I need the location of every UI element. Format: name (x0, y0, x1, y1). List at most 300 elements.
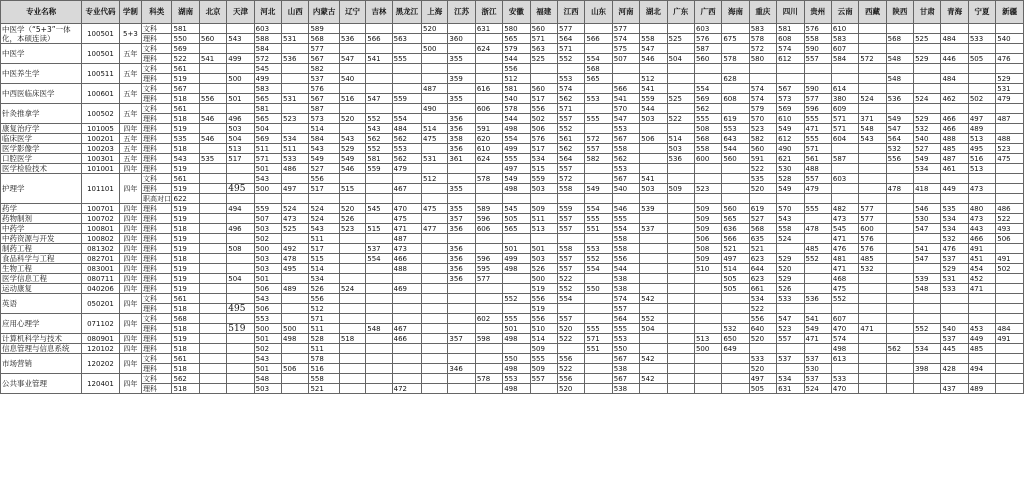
score-cell (282, 24, 309, 34)
score-cell (282, 84, 309, 94)
score-cell: 502 (254, 234, 281, 244)
score-cell (859, 174, 886, 184)
subject-type-cell: 理科 (142, 344, 172, 354)
score-cell: 583 (749, 24, 776, 34)
score-cell: 489 (282, 284, 309, 294)
duration-cell: 四年 (119, 224, 141, 234)
table-row (1, 124, 1024, 134)
score-cell (227, 174, 254, 184)
table-row (1, 24, 1024, 34)
column-header: 浙江 (475, 1, 502, 24)
score-cell (366, 194, 392, 204)
score-cell: 480 (968, 204, 995, 214)
score-cell: 472 (392, 384, 421, 394)
score-cell (585, 194, 612, 204)
table-row (1, 104, 1024, 114)
score-cell: 522 (172, 54, 199, 64)
score-cell: 550 (612, 344, 639, 354)
subject-type-cell: 理科 (142, 34, 172, 44)
score-cell (612, 194, 639, 204)
score-cell (859, 44, 886, 54)
score-cell: 356 (448, 274, 475, 284)
score-cell: 549 (339, 154, 365, 164)
score-cell (777, 344, 804, 354)
score-cell: 509 (667, 184, 694, 194)
score-cell: 355 (448, 184, 475, 194)
duration-cell: 四年 (119, 234, 141, 244)
score-cell (422, 274, 448, 284)
score-cell: 509 (694, 214, 721, 224)
score-cell (392, 104, 421, 114)
score-cell (475, 194, 502, 204)
score-cell: 551 (585, 344, 612, 354)
score-cell (585, 84, 612, 94)
score-cell (667, 164, 694, 174)
major-name-cell: 康复治疗学 (1, 124, 82, 134)
score-cell: 538 (612, 384, 639, 394)
score-cell: 526 (777, 284, 804, 294)
score-cell: 515 (530, 164, 557, 174)
major-name-cell: 中医养生学 (1, 64, 82, 84)
score-cell (694, 304, 721, 314)
score-cell (199, 64, 226, 74)
score-cell (667, 194, 694, 204)
score-cell (475, 294, 502, 304)
score-cell: 556 (530, 314, 557, 324)
duration-cell: 四年 (119, 314, 141, 334)
score-cell: 514 (422, 124, 448, 134)
score-cell: 398 (914, 364, 941, 374)
score-cell: 623 (749, 274, 776, 284)
score-cell: 466 (392, 254, 421, 264)
score-cell: 486 (996, 204, 1024, 214)
subject-type-cell: 文科 (142, 354, 172, 364)
score-cell (777, 64, 804, 74)
score-cell (339, 374, 365, 384)
score-cell: 566 (585, 34, 612, 44)
score-cell: 567 (777, 84, 804, 94)
major-code-cell: 100501 (82, 24, 120, 44)
score-cell (530, 384, 557, 394)
score-cell: 503 (254, 224, 281, 234)
score-cell: 478 (282, 254, 309, 264)
score-cell (804, 194, 831, 204)
column-header: 河南 (612, 1, 639, 24)
score-cell: 552 (585, 254, 612, 264)
score-cell (227, 194, 254, 204)
score-cell (339, 44, 365, 54)
duration-cell: 四年 (119, 284, 141, 294)
score-cell: 516 (339, 94, 365, 104)
score-cell: 428 (941, 364, 968, 374)
score-cell: 552 (640, 314, 667, 324)
score-cell: 564 (557, 34, 584, 44)
score-cell (392, 364, 421, 374)
score-cell: 547 (914, 224, 941, 234)
score-cell: 564 (557, 154, 584, 164)
subject-type-cell: 文科 (142, 104, 172, 114)
score-cell: 574 (612, 294, 639, 304)
major-code-cell: 080711 (82, 274, 120, 284)
score-cell: 565 (722, 214, 749, 224)
score-cell: 517 (309, 244, 339, 254)
major-name-cell: 信息管理与信息系统 (1, 344, 82, 354)
score-cell (996, 374, 1024, 384)
score-cell (968, 174, 995, 184)
score-cell (422, 264, 448, 274)
score-cell: 356 (448, 264, 475, 274)
table-row (1, 184, 1024, 194)
score-cell: 589 (309, 24, 339, 34)
score-cell: 524 (282, 204, 309, 214)
score-cell: 518 (172, 344, 199, 354)
score-cell (585, 314, 612, 324)
score-cell: 512 (640, 74, 667, 84)
score-cell: 571 (530, 34, 557, 44)
score-cell (886, 44, 913, 54)
score-cell (941, 44, 968, 54)
score-cell: 557 (804, 54, 831, 64)
score-cell (694, 174, 721, 184)
score-cell (722, 64, 749, 74)
score-cell: 591 (749, 154, 776, 164)
score-cell: 522 (557, 274, 584, 284)
score-cell: 497 (503, 164, 530, 174)
score-cell (996, 244, 1024, 254)
score-cell: 555 (612, 324, 639, 334)
score-cell: 571 (557, 44, 584, 54)
score-cell (227, 234, 254, 244)
score-cell: 552 (366, 144, 392, 154)
score-cell: 518 (172, 144, 199, 154)
subject-type-cell: 理科 (142, 254, 172, 264)
score-cell: 553 (557, 74, 584, 84)
score-cell (422, 334, 448, 344)
score-cell: 504 (640, 324, 667, 334)
score-cell: 473 (282, 214, 309, 224)
score-cell (640, 154, 667, 164)
score-cell: 555 (503, 314, 530, 324)
score-cell (475, 234, 502, 244)
score-cell (339, 304, 365, 314)
score-cell (777, 74, 804, 84)
score-cell: 549 (777, 184, 804, 194)
score-cell: 519 (172, 74, 199, 84)
score-cell (941, 24, 968, 34)
score-cell (585, 364, 612, 374)
score-cell: 518 (172, 324, 199, 334)
score-cell: 529 (339, 144, 365, 154)
score-cell: 498 (503, 184, 530, 194)
score-cell: 512 (503, 74, 530, 84)
score-cell (859, 274, 886, 284)
score-cell (557, 64, 584, 74)
subject-type-cell: 理科 (142, 324, 172, 334)
score-cell (722, 374, 749, 384)
column-header: 天津 (227, 1, 254, 24)
score-cell: 555 (585, 324, 612, 334)
score-cell: 577 (859, 214, 886, 224)
major-code-cell: 050201 (82, 294, 120, 314)
major-name-cell: 英语 (1, 294, 82, 314)
score-cell (448, 64, 475, 74)
score-cell (227, 264, 254, 274)
score-cell (914, 304, 941, 314)
major-name-cell: 针灸推拿学 (1, 104, 82, 124)
score-cell: 573 (309, 114, 339, 124)
score-cell (667, 84, 694, 94)
score-cell (448, 314, 475, 324)
score-cell (667, 204, 694, 214)
subject-type-cell: 理科 (142, 164, 172, 174)
score-cell: 543 (777, 214, 804, 224)
score-cell (448, 374, 475, 384)
duration-cell: 四年 (119, 264, 141, 274)
score-cell (831, 194, 858, 204)
score-cell: 564 (612, 314, 639, 324)
table-row (1, 64, 1024, 74)
score-cell: 509 (694, 224, 721, 234)
table-row (1, 94, 1024, 104)
score-cell: 471 (968, 284, 995, 294)
score-cell: 451 (968, 254, 995, 264)
score-cell: 529 (914, 114, 941, 124)
score-cell: 560 (530, 24, 557, 34)
score-cell (475, 304, 502, 314)
score-cell (886, 304, 913, 314)
major-code-cell: 100511 (82, 64, 120, 84)
score-cell: 552 (366, 114, 392, 124)
score-cell (282, 354, 309, 364)
score-cell (199, 174, 226, 184)
score-cell: 542 (640, 354, 667, 364)
score-cell (422, 314, 448, 324)
score-cell (422, 374, 448, 384)
score-cell (585, 124, 612, 134)
score-cell (886, 84, 913, 94)
score-cell: 565 (503, 224, 530, 234)
score-cell: 565 (503, 34, 530, 44)
major-code-cell: 120202 (82, 354, 120, 374)
score-cell: 479 (392, 164, 421, 174)
score-cell (422, 164, 448, 174)
score-cell (227, 364, 254, 374)
score-cell: 485 (859, 254, 886, 264)
score-cell: 506 (694, 234, 721, 244)
major-name-cell: 临床医学 (1, 134, 82, 144)
score-cell: 558 (612, 244, 639, 254)
score-cell: 554 (503, 134, 530, 144)
duration-cell: 四年 (119, 254, 141, 264)
score-cell: 499 (254, 74, 281, 84)
score-cell (886, 104, 913, 114)
score-cell (282, 234, 309, 244)
score-cell (199, 314, 226, 324)
column-header: 云南 (831, 1, 858, 24)
score-cell: 503 (640, 114, 667, 124)
score-cell: 478 (886, 184, 913, 194)
score-cell (722, 354, 749, 364)
score-cell: 545 (366, 204, 392, 214)
table-body (1, 24, 1024, 394)
score-cell: 505 (503, 214, 530, 224)
score-cell: 498 (503, 334, 530, 344)
score-cell: 562 (392, 154, 421, 164)
score-cell (585, 304, 612, 314)
score-cell: 609 (831, 104, 858, 114)
score-cell: 525 (914, 34, 941, 44)
score-cell (941, 84, 968, 94)
score-cell (475, 64, 502, 74)
score-cell: 503 (254, 384, 281, 394)
score-cell (859, 384, 886, 394)
score-cell: 543 (309, 224, 339, 234)
score-cell: 555 (503, 154, 530, 164)
score-cell (339, 314, 365, 324)
column-header: 专业代码 (82, 1, 120, 24)
score-cell (199, 384, 226, 394)
score-cell (640, 364, 667, 374)
score-cell: 566 (366, 34, 392, 44)
score-cell (448, 294, 475, 304)
score-cell (914, 374, 941, 384)
score-cell (886, 324, 913, 334)
score-cell: 582 (309, 64, 339, 74)
score-cell: 557 (557, 224, 584, 234)
score-cell (339, 64, 365, 74)
score-cell: 541 (804, 314, 831, 324)
score-cell: 574 (777, 44, 804, 54)
score-cell: 571 (804, 144, 831, 154)
score-cell: 576 (859, 234, 886, 244)
score-cell: 521 (722, 244, 749, 254)
table-row (1, 344, 1024, 354)
score-cell: 519 (172, 124, 199, 134)
column-header: 江西 (557, 1, 584, 24)
score-cell (448, 234, 475, 244)
score-cell (392, 174, 421, 184)
score-cell (475, 324, 502, 334)
score-cell: 557 (557, 264, 584, 274)
score-cell: 547 (339, 54, 365, 64)
score-cell (392, 374, 421, 384)
score-cell (585, 24, 612, 34)
score-cell: 549 (309, 154, 339, 164)
score-cell (339, 354, 365, 364)
score-cell (612, 64, 639, 74)
score-cell (914, 174, 941, 184)
score-cell (694, 194, 721, 204)
score-cell: 534 (309, 274, 339, 284)
score-cell: 554 (557, 294, 584, 304)
score-cell (199, 284, 226, 294)
score-cell (503, 194, 530, 204)
score-cell (339, 194, 365, 204)
score-cell (227, 44, 254, 54)
score-cell: 535 (749, 174, 776, 184)
score-cell (227, 334, 254, 344)
score-cell: 505 (749, 384, 776, 394)
score-cell (667, 364, 694, 374)
score-cell (366, 264, 392, 274)
score-cell: 546 (199, 114, 226, 124)
major-code-cell: 081302 (82, 244, 120, 254)
score-cell: 557 (585, 144, 612, 154)
score-cell: 443 (968, 224, 995, 234)
score-cell (640, 214, 667, 224)
score-cell: 498 (503, 384, 530, 394)
score-cell (585, 104, 612, 114)
score-cell: 623 (749, 254, 776, 264)
major-name-cell: 医学信息工程 (1, 274, 82, 284)
score-cell: 501 (254, 364, 281, 374)
score-cell: 486 (282, 164, 309, 174)
score-cell: 524 (309, 214, 339, 224)
score-cell (199, 104, 226, 114)
major-code-cell: 100601 (82, 84, 120, 104)
score-cell (640, 144, 667, 154)
score-cell: 661 (749, 284, 776, 294)
major-name-cell: 应用心理学 (1, 314, 82, 334)
score-cell: 466 (941, 114, 968, 124)
score-cell: 558 (612, 234, 639, 244)
major-name-cell: 医学检验技术 (1, 164, 82, 174)
score-cell (199, 24, 226, 34)
score-cell (199, 84, 226, 94)
score-cell: 584 (309, 134, 339, 144)
score-cell (448, 84, 475, 94)
score-cell: 522 (557, 364, 584, 374)
score-cell: 558 (557, 184, 584, 194)
score-cell: 360 (448, 34, 475, 44)
score-cell: 548 (886, 74, 913, 84)
major-code-cell: 080901 (82, 334, 120, 344)
score-cell (777, 364, 804, 374)
score-cell: 519 (172, 264, 199, 274)
score-cell (749, 64, 776, 74)
score-cell (640, 244, 667, 254)
score-cell: 564 (886, 134, 913, 144)
score-cell: 538 (612, 274, 639, 284)
score-cell: 540 (996, 34, 1024, 44)
score-cell (422, 324, 448, 334)
score-cell: 577 (475, 274, 502, 284)
score-cell: 495 (282, 264, 309, 274)
score-cell (199, 244, 226, 254)
major-name-cell: 食品科学与工程 (1, 254, 82, 264)
score-cell (886, 254, 913, 264)
score-cell (886, 354, 913, 364)
score-cell: 507 (254, 214, 281, 224)
score-cell: 498 (282, 334, 309, 344)
score-cell: 558 (557, 244, 584, 254)
score-cell: 565 (585, 74, 612, 84)
score-cell: 531 (996, 84, 1024, 94)
score-cell: 509 (694, 204, 721, 214)
score-cell: 502 (996, 264, 1024, 274)
score-cell (475, 344, 502, 354)
score-cell (667, 284, 694, 294)
duration-cell: 四年 (119, 344, 141, 354)
score-cell (777, 244, 804, 254)
score-cell: 467 (392, 184, 421, 194)
subject-type-cell: 文科 (142, 64, 172, 74)
score-cell: 610 (777, 114, 804, 124)
column-header: 重庆 (749, 1, 776, 24)
score-cell: 569 (694, 94, 721, 104)
score-cell: 542 (640, 374, 667, 384)
score-cell (886, 364, 913, 374)
